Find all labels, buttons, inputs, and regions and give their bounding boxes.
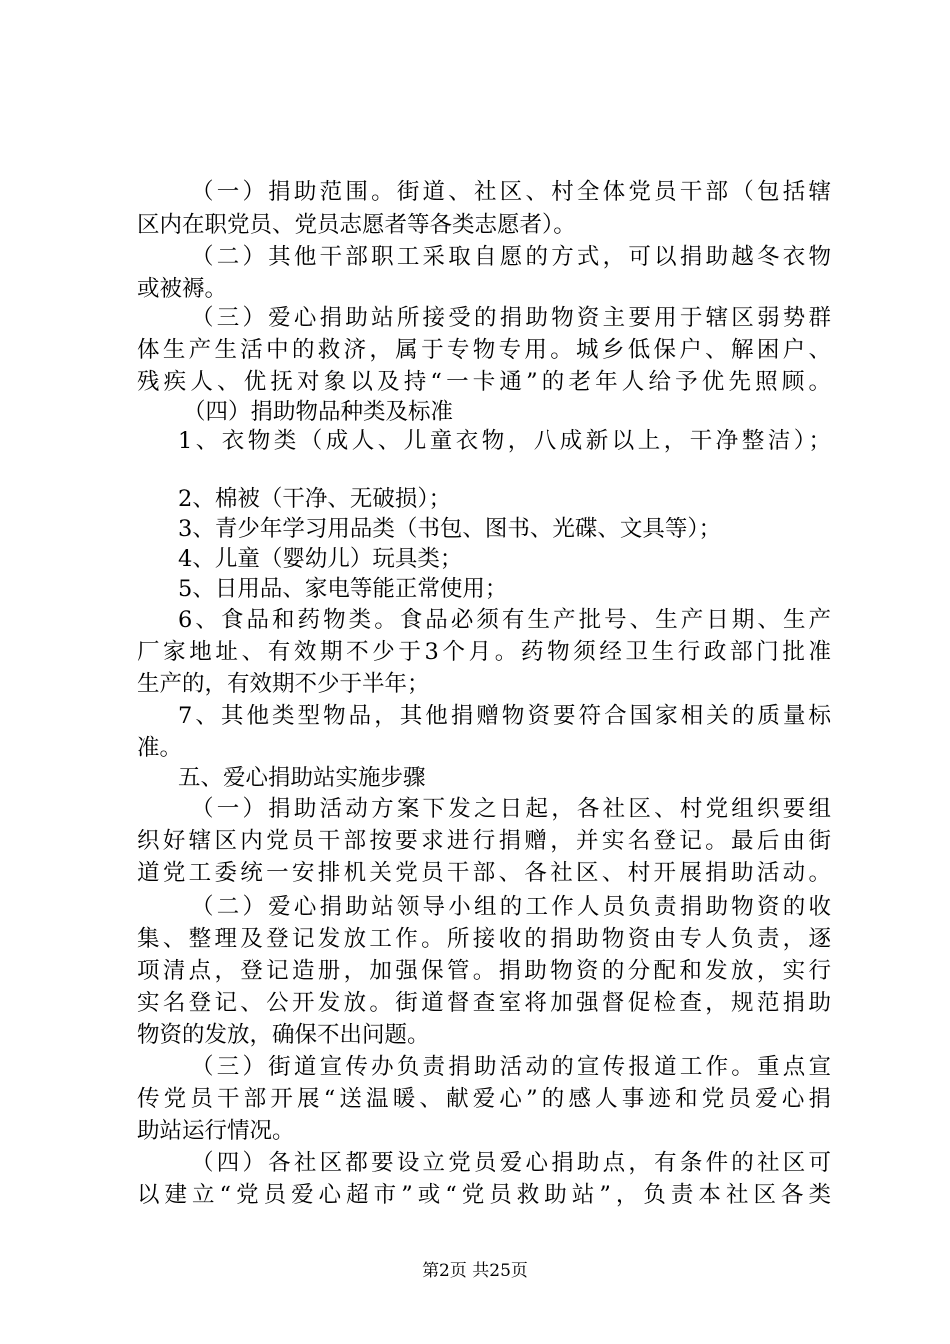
paragraph-line: （一）捐助范围。街道、社区、村全体党员干部（包括辖 bbox=[191, 179, 831, 205]
paragraph-line: 残疾人、优抚对象以及持“一卡通”的老年人给予优先照顾。 bbox=[137, 369, 831, 395]
paragraph-line: 或被褥。 bbox=[137, 276, 228, 302]
paragraph-line: 生产的，有效期不少于半年； bbox=[137, 671, 430, 697]
paragraph-line: （三）街道宣传办负责捐助活动的宣传报道工作。重点宣 bbox=[191, 1054, 831, 1080]
paragraph-line: 7、其他类型物品，其他捐赠物资要符合国家相关的质量标 bbox=[178, 703, 831, 729]
paragraph-line: 织好辖区内党员干部按要求进行捐赠，并实名登记。最后由街 bbox=[137, 828, 831, 854]
page-number-footer: 第2页 共25页 bbox=[422, 1261, 528, 1281]
paragraph-line: 传党员干部开展“送温暖、献爱心”的感人事迹和党员爱心捐 bbox=[137, 1086, 831, 1112]
paragraph-line: （四）各社区都要设立党员爱心捐助点，有条件的社区可 bbox=[191, 1150, 831, 1176]
paragraph-line: （二）爱心捐助站领导小组的工作人员负责捐助物资的收 bbox=[191, 894, 831, 920]
paragraph-line: 6、食品和药物类。食品必须有生产批号、生产日期、生产 bbox=[178, 607, 831, 633]
paragraph-line: （一）捐助活动方案下发之日起，各社区、村党组织要组 bbox=[191, 796, 831, 822]
paragraph-line: 物资的发放，确保不出问题。 bbox=[137, 1022, 430, 1048]
section-heading: 五、爱心捐助站实施步骤 bbox=[178, 765, 426, 791]
paragraph-line: 5、日用品、家电等能正常使用； bbox=[178, 576, 508, 602]
paragraph-line: 体生产生活中的救济，属于专物专用。城乡低保户、解困户、 bbox=[137, 337, 831, 363]
paragraph-line: （四）捐助物品种类及标准 bbox=[183, 399, 454, 425]
paragraph-line: 以建立“党员爱心超市”或“党员救助站”，负责本社区各类 bbox=[137, 1182, 831, 1208]
paragraph-line: 项清点，登记造册，加强保管。捐助物资的分配和发放，实行 bbox=[137, 958, 831, 984]
paragraph-line: 准。 bbox=[137, 735, 183, 761]
paragraph-line: 集、整理及登记发放工作。所接收的捐助物资由专人负责，逐 bbox=[137, 926, 831, 952]
paragraph-line: （三）爱心捐助站所接受的捐助物资主要用于辖区弱势群 bbox=[191, 305, 831, 331]
paragraph-line: 厂家地址、有效期不少于3个月。药物须经卫生行政部门批准 bbox=[137, 639, 831, 665]
paragraph-line: 实名登记、公开发放。街道督查室将加强督促检查，规范捐助 bbox=[137, 990, 831, 1016]
paragraph-line: 区内在职党员、党员志愿者等各类志愿者）。 bbox=[137, 212, 576, 238]
paragraph-line: 3、青少年学习用品类（书包、图书、光碟、文具等）； bbox=[178, 516, 722, 542]
paragraph-line: 4、儿童（婴幼儿）玩具类； bbox=[178, 546, 463, 572]
paragraph-line: 助站运行情况。 bbox=[137, 1118, 295, 1144]
paragraph-line: （二）其他干部职工采取自愿的方式，可以捐助越冬衣物 bbox=[191, 244, 831, 270]
paragraph-line: 道党工委统一安排机关党员干部、各社区、村开展捐助活动。 bbox=[137, 860, 831, 886]
paragraph-line: 2、棉被（干净、无破损）； bbox=[178, 486, 452, 512]
paragraph-line: 1、衣物类（成人、儿童衣物，八成新以上，干净整洁）； bbox=[178, 428, 831, 454]
